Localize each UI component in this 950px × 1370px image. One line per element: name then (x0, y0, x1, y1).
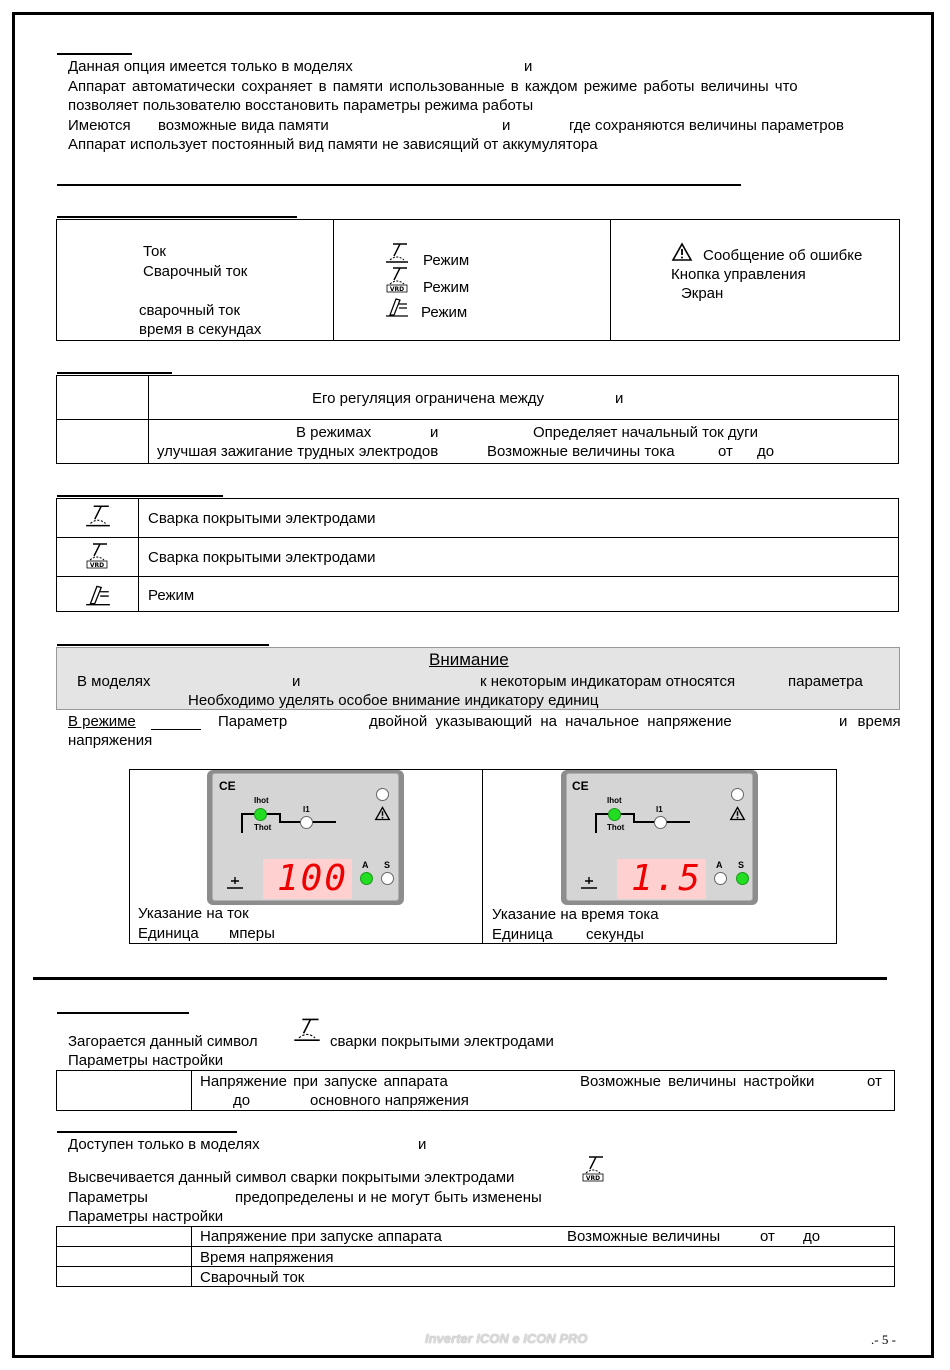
thot-label: Thot (254, 823, 272, 832)
legend-item: Сварочный ток (143, 263, 248, 280)
ihot-label: Ihot (254, 796, 269, 805)
reg-text: и (430, 424, 439, 441)
modes-row-divider (56, 537, 899, 538)
mma-cell: основного напряжения (310, 1092, 469, 1109)
vrd-cell: Время напряжения (200, 1249, 334, 1266)
panel-caption: мперы (229, 925, 275, 942)
divider (33, 977, 887, 980)
vrd-cell: до (803, 1228, 821, 1245)
error-led (731, 788, 744, 801)
modes-col-divider (138, 498, 139, 612)
reg-text: В режимах (296, 424, 372, 441)
sec-led (736, 872, 749, 885)
reg-text: от (718, 443, 733, 460)
sec-led (381, 872, 394, 885)
amp-label: A (362, 860, 369, 870)
ihot-led (608, 808, 621, 821)
electrode-holder-icon (580, 876, 598, 890)
mma-cell: до (233, 1092, 251, 1109)
section-underline (57, 53, 132, 55)
warning-icon (374, 806, 391, 821)
panel-caption: Указание на ток (138, 905, 249, 922)
vrd-row-divider (56, 1246, 895, 1247)
mma-cell: Напряжение при запуске аппарата (200, 1073, 448, 1090)
reg-text: улучшая зажигание трудных электродов (157, 443, 439, 460)
warning-icon (671, 242, 693, 262)
intro-line: Имеются (68, 117, 131, 134)
reg-text: до (757, 443, 775, 460)
intro-line: Аппарат использует постоянный вид памяти не зависящий от аккумулятора (68, 136, 598, 153)
electrode-vrd-icon (580, 1154, 606, 1184)
electrode-icon (384, 242, 410, 266)
mode-para: и время (839, 713, 901, 730)
tig-torch-icon (84, 583, 112, 607)
legend-item: время в секундах (139, 321, 262, 338)
mma-cell: Возможные величины настройки (580, 1073, 815, 1090)
waveform-graphic (592, 807, 694, 837)
waveform-graphic (238, 807, 340, 837)
i1-led (300, 816, 313, 829)
vrd-cell: Напряжение при запуске аппарата (200, 1228, 442, 1245)
legend-item: Кнопка управления (671, 266, 806, 283)
warning-text: к некоторым индикаторам относятся (480, 673, 736, 690)
ihot-led (254, 808, 267, 821)
mode-para-underline (151, 729, 201, 730)
panel-caption: секунды (586, 926, 644, 943)
ce-mark: CE (219, 779, 236, 793)
modes-row-divider (56, 576, 899, 577)
tig-torch-icon (384, 296, 410, 318)
svg-text:VRD: VRD (389, 286, 405, 293)
legend-item: Режим (421, 304, 468, 321)
thot-label: Thot (607, 823, 625, 832)
section-underline (57, 1012, 189, 1014)
mode-para: Параметр (218, 713, 288, 730)
vrd-text: Параметры настройки (68, 1208, 224, 1225)
divider (57, 184, 741, 186)
mma-text: сварки покрытыми электродами (330, 1033, 554, 1050)
intro-line: Данная опция имеется только в моделях (68, 58, 353, 75)
legend-item: Сообщение об ошибке (703, 247, 863, 264)
legend-item: сварочный ток (139, 302, 241, 319)
i1-label: I1 (656, 805, 663, 814)
panel-caption: Единица (138, 925, 199, 942)
svg-text:VRD: VRD (89, 562, 105, 569)
vrd-text: Высвечивается данный символ сварки покрытыми электродами (68, 1169, 515, 1186)
vrd-text: предопределены и не могут быть изменены (235, 1189, 542, 1206)
legend-item: Ток (143, 243, 166, 260)
mode-label: Сварка покрытыми электродами (148, 510, 376, 527)
electrode-holder-icon (226, 876, 244, 890)
sec-label: S (738, 860, 745, 870)
warning-text: параметра (788, 673, 863, 690)
reg-text: Возможные величины тока (487, 443, 675, 460)
legend-item: Режим (423, 252, 470, 269)
mma-text: Параметры настройки (68, 1052, 224, 1069)
vrd-text: Параметры (68, 1189, 148, 1206)
amp-label: A (716, 860, 723, 870)
intro-line: Аппарат автоматически сохраняет в памяти использованные в каждом режиме работы величины что (68, 78, 798, 95)
electrode-icon (84, 504, 112, 530)
vrd-cell: от (760, 1228, 775, 1245)
electrode-icon (292, 1017, 322, 1045)
warning-text: В моделях (77, 673, 151, 690)
intro-line: позволяет пользователю восстановить параметры режима работы (68, 97, 534, 114)
warning-text: Необходимо уделять особое внимание индикатору единиц (188, 692, 599, 709)
intro-line-and: и (524, 58, 533, 75)
vrd-cell: Сварочный ток (200, 1269, 305, 1286)
svg-text:VRD: VRD (585, 1175, 601, 1182)
time-display: 1.5 (617, 859, 706, 899)
intro-line: где сохраняются величины параметров (569, 117, 844, 134)
sec-label: S (384, 860, 391, 870)
section-underline (57, 495, 223, 497)
i1-led (654, 816, 667, 829)
reg-text: Его регуляция ограничена между (312, 390, 545, 407)
legend-item: Режим (423, 279, 470, 296)
mode-label: Сварка покрытыми электродами (148, 549, 376, 566)
electrode-vrd-icon (384, 266, 410, 294)
ihot-label: Ihot (607, 796, 622, 805)
section-underline (57, 644, 269, 646)
legend-col-divider (333, 219, 334, 341)
amp-led (714, 872, 727, 885)
amp-led (360, 872, 373, 885)
legend-item: Экран (681, 285, 724, 302)
vrd-text: Доступен только в моделях (68, 1136, 260, 1153)
section-underline (57, 372, 172, 374)
reg-row-divider (56, 419, 899, 420)
error-led (376, 788, 389, 801)
electrode-vrd-icon (84, 541, 110, 571)
footer-brand: Inverter ICON e ICON PRO (425, 1331, 588, 1346)
warning-title: Внимание (429, 650, 509, 669)
current-display: 100 (263, 859, 352, 899)
mma-cell: от (867, 1073, 882, 1090)
mma-text: Загорается данный символ (68, 1033, 258, 1050)
section-underline (57, 1131, 237, 1133)
mma-col-divider (191, 1070, 192, 1111)
vrd-text: и (418, 1136, 427, 1153)
intro-line: и (502, 117, 511, 134)
mode-para: напряжения (68, 732, 153, 749)
legend-col-divider (610, 219, 611, 341)
i1-label: I1 (303, 805, 310, 814)
mode-para: В режиме (68, 713, 136, 730)
warning-icon (729, 806, 746, 821)
ce-mark: CE (572, 779, 589, 793)
intro-line: возможные вида памяти (158, 117, 329, 134)
reg-text: и (615, 390, 624, 407)
reg-text: Определяет начальный ток дуги (533, 424, 759, 441)
mode-para: двойной указывающий на начальное напряжение (369, 713, 732, 730)
warning-text: и (292, 673, 301, 690)
page-number: .- 5 - (871, 1332, 896, 1347)
vrd-col-divider (191, 1226, 192, 1287)
panels-col-divider (482, 769, 483, 944)
vrd-row-divider (56, 1266, 895, 1267)
mode-label: Режим (148, 587, 195, 604)
panel-caption: Указание на время тока (492, 906, 659, 923)
panel-caption: Единица (492, 926, 553, 943)
section-underline (57, 216, 297, 218)
vrd-cell: Возможные величины (567, 1228, 721, 1245)
